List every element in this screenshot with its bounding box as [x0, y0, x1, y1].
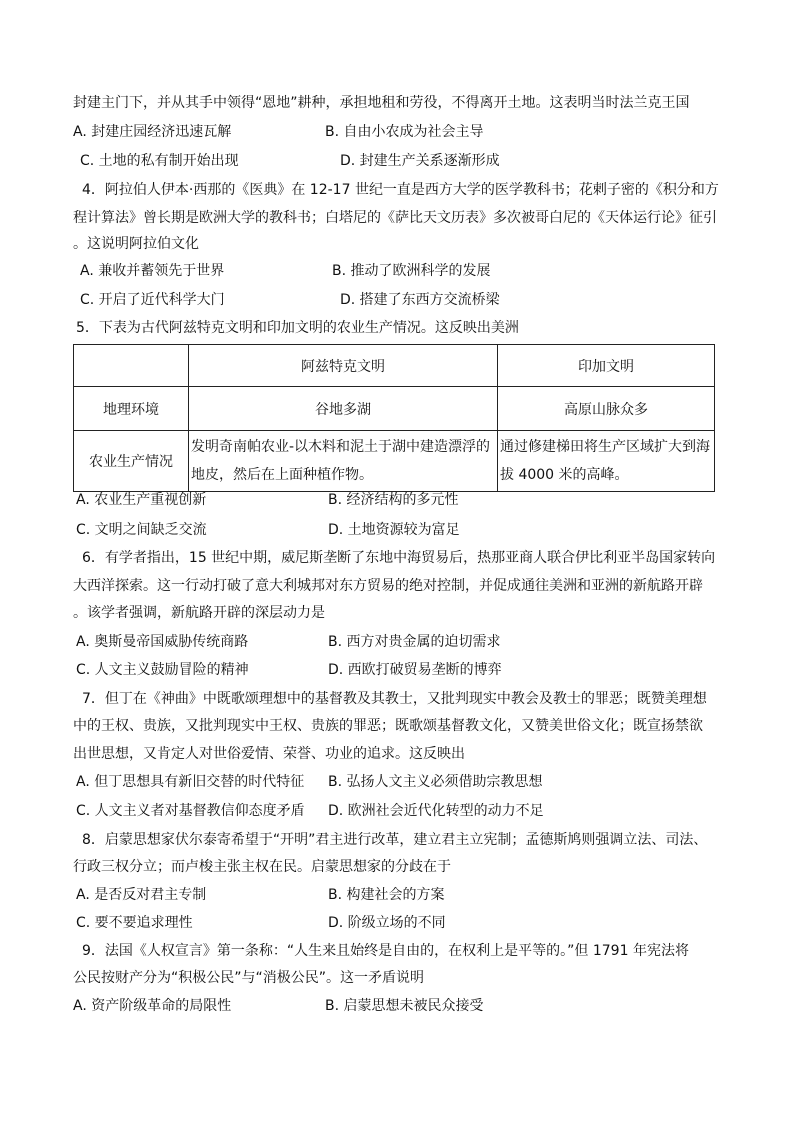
- q5-option-a[interactable]: A. 农业生产重视创新: [76, 492, 207, 508]
- q9-stem-line-2: 公民按财产分为“积极公民”与“消极公民”。这一矛盾说明: [73, 970, 425, 986]
- q6-option-c[interactable]: C. 人文主义鼓励冒险的精神: [76, 662, 249, 678]
- q7-stem-line-2: 中的王权、贵族，又批判现实中王权、贵族的罪恶；既歌颂基督教文化，又赞美世俗文化；既宣扬禁欲: [73, 718, 703, 734]
- q6-stem-line-2: 大西洋探索。这一行动打破了意大利城邦对东方贸易的绝对控制，并促成通往美洲和亚洲的新航路开辟: [73, 578, 703, 594]
- q7-stem-line-3: 出世思想，又肯定人对世俗爱情、荣誉、功业的追求。这反映出: [73, 746, 465, 762]
- q4-option-a[interactable]: A. 兼收并蓄领先于世界: [80, 263, 225, 279]
- q8-option-a[interactable]: A. 是否反对君主专制: [76, 887, 207, 903]
- q7-option-c[interactable]: C. 人文主义者对基督教信仰态度矛盾: [76, 803, 305, 819]
- q3-option-c[interactable]: C. 土地的私有制开始出现: [80, 153, 239, 169]
- q9-stem-line-1: 9．法国《人权宣言》第一条称：“人生来且始终是自由的，在权利上是平等的。”但 1791 年宪法将: [82, 943, 689, 959]
- q4-option-c[interactable]: C. 开启了近代科学大门: [80, 292, 225, 308]
- table-cell-geo-aztec: 谷地多湖: [189, 387, 498, 431]
- q8-option-c[interactable]: C. 要不要追求理性: [76, 915, 193, 931]
- q4-stem-line-2: 程计算法》曾长期是欧洲大学的教科书；白塔尼的《萨比天文历表》多次被哥白尼的《天体运行论》征引: [73, 210, 717, 226]
- q6-option-b[interactable]: B. 西方对贵金属的迫切需求: [328, 634, 501, 650]
- q3-option-a[interactable]: A. 封建庄园经济迅速瓦解: [73, 124, 232, 140]
- q6-stem-line-1: 6．有学者指出，15 世纪中期，威尼斯垄断了东地中海贸易后，热那亚商人联合伊比利亚半岛国家转向: [82, 550, 716, 566]
- q5-table: [73, 344, 715, 492]
- q3-option-b[interactable]: B. 自由小农成为社会主导: [325, 124, 484, 140]
- q6-option-d[interactable]: D. 西欧打破贸易垄断的博弈: [328, 662, 502, 678]
- q4-option-d[interactable]: D. 搭建了东西方交流桥梁: [340, 292, 500, 308]
- table-cell-geo-inca: 高原山脉众多: [498, 387, 715, 431]
- q8-option-d[interactable]: D. 阶级立场的不同: [328, 915, 446, 931]
- q3-option-d[interactable]: D. 封建生产关系逐渐形成: [340, 153, 500, 169]
- q5-option-b[interactable]: B. 经济结构的多元性: [328, 492, 459, 508]
- q5-option-d[interactable]: D. 土地资源较为富足: [328, 522, 460, 538]
- table-header-aztec: 阿兹特克文明: [189, 345, 498, 387]
- table-header-empty: [74, 345, 189, 387]
- q8-stem-line-1: 8．启蒙思想家伏尔泰寄希望于“开明”君主进行改革，建立君主立宪制；孟德斯鸠则强调立法、司法、: [82, 832, 708, 848]
- table-cell-agri-inca: 通过修建梯田将生产区域扩大到海拔 4000 米的高峰。: [498, 431, 715, 492]
- q6-stem-line-3: 。该学者强调，新航路开辟的深层动力是: [73, 605, 325, 621]
- intro-line: 封建主门下，并从其手中领得“恩地”耕种，承担地租和劳役，不得离开土地。这表明当时法兰克王国: [73, 95, 690, 111]
- q4-stem-line-3: 。这说明阿拉伯文化: [73, 236, 199, 252]
- table-row: [74, 387, 715, 431]
- q5-stem: 5．下表为古代阿兹特克文明和印加文明的农业生产情况。这反映出美洲: [76, 320, 519, 336]
- table-header-inca: 印加文明: [498, 345, 715, 387]
- q6-option-a[interactable]: A. 奥斯曼帝国威胁传统商路: [76, 634, 249, 650]
- table-header-row: [74, 345, 715, 387]
- q4-option-b[interactable]: B. 推动了欧洲科学的发展: [332, 263, 491, 279]
- q9-option-a[interactable]: A. 资产阶级革命的局限性: [73, 998, 232, 1014]
- table-row: [74, 431, 715, 492]
- table-cell-agri-aztec: 发明奇南帕农业-以木料和泥土于湖中建造漂浮的地皮，然后在上面种植作物。: [189, 431, 498, 492]
- q4-stem-line-1: 4．阿拉伯人伊本·西那的《医典》在 12-17 世纪一直是西方大学的医学教科书；花剌子密的《积分和方: [82, 182, 719, 198]
- q7-option-a[interactable]: A. 但丁思想具有新旧交替的时代特征: [76, 774, 305, 790]
- q5-option-c[interactable]: C. 文明之间缺乏交流: [76, 522, 207, 538]
- q7-option-d[interactable]: D. 欧洲社会近代化转型的动力不足: [328, 803, 544, 819]
- table-cell-geo-label: 地理环境: [74, 387, 189, 431]
- q7-stem-line-1: 7．但丁在《神曲》中既歌颂理想中的基督教及其教士，又批判现实中教会及教士的罪恶；既赞美理想: [82, 691, 707, 707]
- table-cell-agri-label: 农业生产情况: [74, 431, 189, 492]
- q8-stem-line-2: 行政三权分立；而卢梭主张主权在民。启蒙思想家的分歧在于: [73, 859, 451, 875]
- q7-option-b[interactable]: B. 弘扬人文主义必须借助宗教思想: [328, 774, 543, 790]
- q9-option-b[interactable]: B. 启蒙思想未被民众接受: [325, 998, 484, 1014]
- q8-option-b[interactable]: B. 构建社会的方案: [328, 887, 445, 903]
